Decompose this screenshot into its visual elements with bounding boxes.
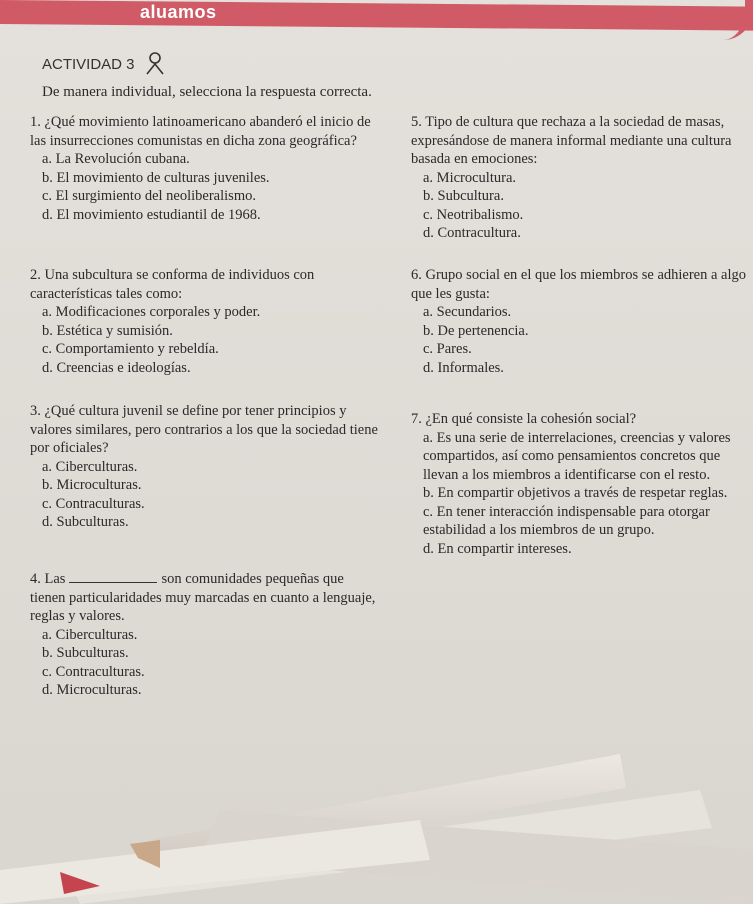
option-d[interactable]: d. Microculturas. [42,682,142,698]
option-a[interactable]: a. Secundarios. [423,304,512,320]
pencils-image [0,740,753,904]
option-c[interactable]: c. Comportamiento y rebeldía. [42,341,219,357]
question-6 [411,266,746,377]
header-banner [0,0,753,31]
option-c[interactable]: c. El surgimiento del neoliberalismo. [42,188,256,204]
answer-blank[interactable] [69,570,157,583]
option-c[interactable]: c. En tener interacción indispensable para otorgar estabilidad a los miembros de un grupo. [423,503,710,538]
option-d[interactable]: d. El movimiento estudiantil de 1968. [42,206,261,223]
option-a[interactable]: a. Es una serie de interrelaciones, creencias y valores compartidos, así como pensamientos concretos que llevan a los miembros a identificarse con el resto. [423,429,731,483]
option-c[interactable]: c. Contraculturas. [42,663,145,680]
banner-curl-decoration [713,0,753,40]
question-stem: 5. Tipo de cultura que rechaza a la sociedad de masas, expresándose de manera informal mediante una cultura basada en emociones: [411,114,732,167]
question-7 [411,410,746,558]
question-2 [30,266,380,377]
question-1 [30,113,380,224]
option-a[interactable]: a. Microcultura. [423,169,517,186]
option-a[interactable]: a. La Revolución cubana. [42,151,190,167]
option-d[interactable]: d. Subculturas. [42,514,129,530]
question-stem: 1. ¿Qué movimiento latinoamericano abanderó el inicio de las insurrecciones comunistas en dicha zona geográfica? [30,114,371,149]
question-5 [411,113,746,243]
option-a[interactable]: a. Ciberculturas. [42,458,138,475]
instruction-text: De manera individual, selecciona la respuesta correcta. [42,84,372,100]
header-title: aluamos [140,2,217,22]
question-stem: 7. ¿En qué consiste la cohesión social? [411,411,637,427]
question-stem: 3. ¿Qué cultura juvenil se define por tener principios y valores similares, pero contrarios a los que la sociedad tiene por oficiales? [30,403,378,456]
option-c[interactable]: c. Pares. [423,341,472,357]
question-stem [30,570,380,626]
activity-label: ACTIVIDAD 3 [42,55,135,73]
question-4 [30,570,380,700]
option-d[interactable]: d. Creencias e ideologías. [42,359,191,376]
option-c[interactable]: c. Contraculturas. [42,495,145,512]
option-b[interactable]: b. De pertenencia. [423,322,529,339]
option-b[interactable]: b. Estética y sumisión. [42,322,173,339]
option-b[interactable]: b. Subculturas. [42,645,129,661]
option-b[interactable]: b. Subcultura. [423,188,504,204]
question-3 [30,402,380,532]
question-stem-start: 4. Las [30,571,66,587]
option-c[interactable]: c. Neotribalismo. [423,206,524,223]
option-b[interactable]: b. Microculturas. [42,477,142,493]
option-d[interactable]: d. Informales. [423,359,504,376]
person-icon [145,52,165,76]
question-stem: 6. Grupo social en el que los miembros se adhieren a algo que les gusta: [411,267,747,302]
option-a[interactable]: a. Modificaciones corporales y poder. [42,304,261,320]
option-a[interactable]: a. Ciberculturas. [42,626,138,643]
question-stem-end: son comunidades pequeñas que tienen particularidades muy marcadas en cuanto a lenguaje, reglas y valores. [30,571,376,624]
activity-heading [42,52,165,76]
option-b[interactable]: b. En compartir objetivos a través de respetar reglas. [423,485,728,501]
option-d[interactable]: d. Contracultura. [423,225,521,241]
option-d[interactable]: d. En compartir intereses. [423,540,572,557]
question-stem: 2. Una subcultura se conforma de individuos con características tales como: [30,267,315,302]
option-b[interactable]: b. El movimiento de culturas juveniles. [42,169,270,186]
